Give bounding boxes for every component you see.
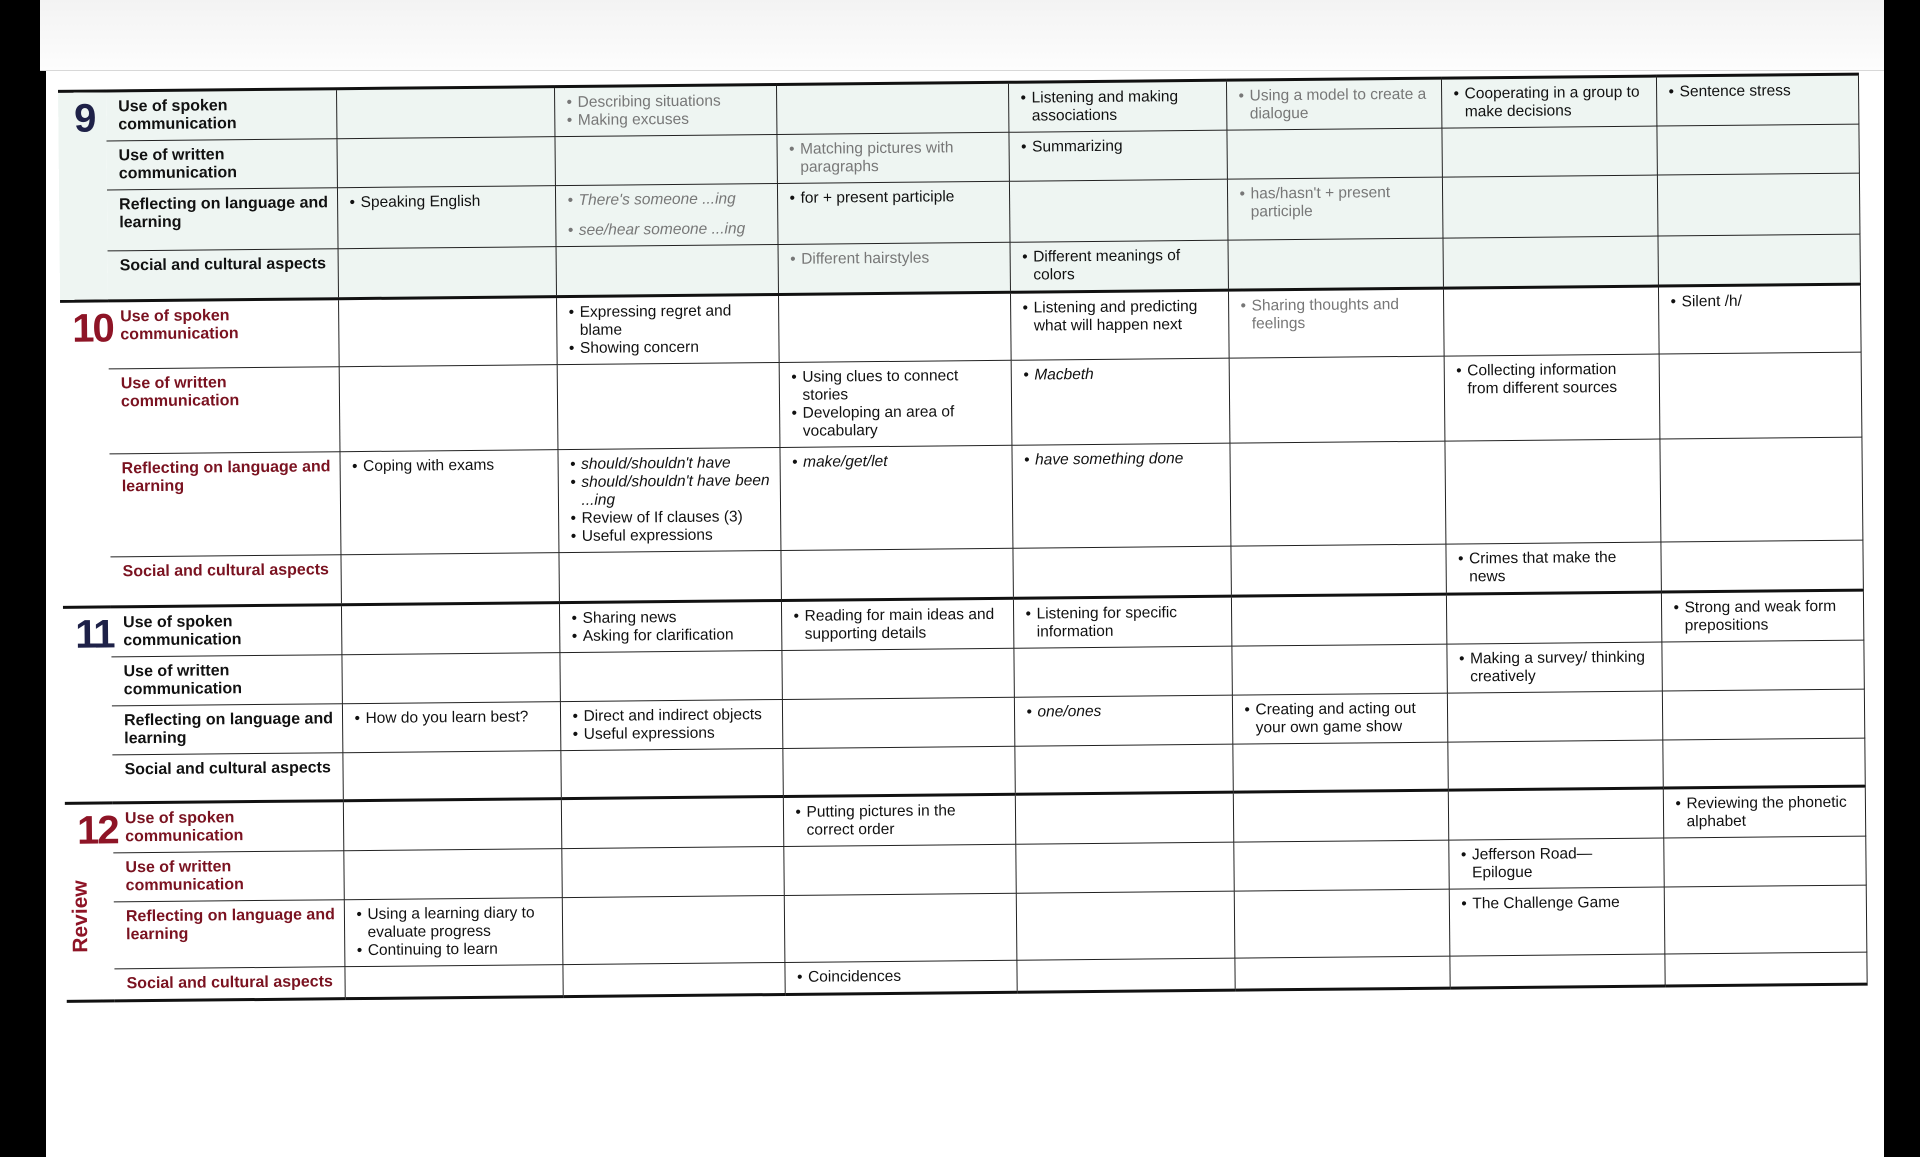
table-cell-item: • Silent /h/ [1671,292,1852,312]
table-cell-item: • Using a learning diary to evaluate progress [356,904,553,942]
table-cell-item: • Listening and predicting what will happen next [1023,298,1220,336]
cell [1226,128,1441,179]
cell [562,962,784,996]
category-written: Use of written communication [113,851,343,902]
cell [1015,842,1233,893]
table-cell-item: • Speaking English [350,192,547,212]
cell [554,85,776,137]
table-cell-item: • Developing an area of vocabulary [792,403,1003,441]
cell [1441,126,1656,177]
unit-number: 12 [76,808,118,853]
cell [1656,74,1858,126]
table-cell-item: • Collecting information from different sources [1456,361,1650,399]
table-cell-item: • has/hasn't + present participle [1239,184,1433,222]
cell [1661,640,1863,691]
cell [1443,286,1659,356]
table-cell-item: • see/hear someone ...ing [568,220,769,240]
cell [1657,234,1859,286]
cell [1015,792,1233,844]
table-cell-item: • Using a model to create a dialogue [1239,86,1433,124]
category-spoken: Use of spoken communication [108,299,339,369]
cell [338,247,556,299]
table-cell-item: • Showing concern [569,338,770,358]
table-cell-item: • Different meanings of colors [1022,247,1219,285]
cell [1010,290,1229,360]
cell [1016,891,1235,960]
cell [337,186,556,249]
table-cell-item: • Describing situations [567,92,768,112]
table-cell-item: • Creating and acting out your own game show [1244,700,1438,738]
cell [780,548,1012,600]
table-cell-item: • Making excuses [567,110,768,130]
cell [1441,76,1656,128]
photo-border-left [0,0,46,1157]
cell [340,553,558,605]
table-cell-item: • Reviewing the phonetic alphabet [1675,794,1856,832]
table-cell-item: • Different hairstyles [790,249,1001,269]
category-spoken: Use of spoken communication [111,605,341,657]
table-cell-item: • Useful expressions [571,526,772,546]
unit-number: 11 [75,612,114,657]
table-cell-item: • one/ones [1026,702,1223,722]
table-cell-item: • Making a survey/ thinking creatively [1459,649,1653,687]
cell [1663,836,1865,887]
table-cell-item: • Summarizing [1021,137,1218,157]
category-spoken: Use of spoken communication [113,801,343,853]
cell [1233,790,1448,842]
cell [556,245,778,297]
cell [1229,356,1445,443]
category-reflecting: Reflecting on language and learning [107,188,338,251]
cell [776,82,1008,134]
cell [1657,173,1860,236]
table-cell-item: • Sentence stress [1669,82,1850,102]
table-cell-item: • have something done [1024,450,1221,470]
table-cell-item: • for + present participle [789,188,1000,208]
table-cell-item: • Coping with exams [352,456,549,476]
cell [1226,78,1441,130]
cell [1442,236,1657,288]
cell [1659,352,1862,439]
category-social: Social and cultural aspects [108,249,338,301]
cell [1230,544,1445,596]
cell [1016,958,1234,992]
cell [1663,786,1865,838]
cell [779,445,1012,550]
syllabus-table [58,73,1867,1003]
cell [1012,546,1230,598]
table-cell-item: • Matching pictures with paragraphs [789,139,1000,177]
table-cell-item: • make/get/let [792,452,1003,472]
cell [1447,691,1662,742]
table-cell-item: • Sharing news [572,608,773,628]
cell [556,295,779,365]
cell [1234,889,1450,958]
table-cell-item: • Putting pictures in the correct order [795,802,1006,840]
cell [1664,952,1866,986]
cell [561,846,783,897]
cell [784,893,1017,962]
review-label: Review [68,880,93,953]
cell [1446,642,1661,693]
cell [1227,177,1443,240]
table-cell-item: • Expressing regret and blame [569,302,770,340]
cell [341,653,559,704]
cell [1008,130,1226,181]
cell [1010,240,1228,292]
cell [339,365,558,452]
cell [1442,175,1658,238]
cell [1231,594,1446,646]
page-top-edge [40,0,1890,71]
cell [1444,439,1660,544]
category-reflecting: Reflecting on language and learning [112,704,342,755]
cell [559,650,781,701]
cell [1449,887,1665,956]
cell [344,965,562,999]
table-cell-item: • Coincidences [797,967,1008,987]
cell [1008,80,1226,132]
cell [1229,441,1445,546]
table-cell-item: • should/shouldn't have been ...ing [570,472,771,510]
category-written: Use of written communication [106,139,336,190]
category-reflecting: Reflecting on language and learning [114,900,345,969]
cell [1658,284,1861,354]
cell [562,895,785,964]
table-cell-item: • Jefferson Road— Epilogue [1461,845,1655,883]
table-cell-item: • Useful expressions [573,724,774,744]
cell [776,132,1008,183]
table-cell-item: • Listening for specific information [1025,604,1222,642]
cell [782,697,1014,748]
category-social: Social and cultural aspects [110,555,340,607]
table-cell-item: • Using clues to connect stories [791,367,1002,405]
cell [1446,592,1661,644]
cell [554,135,776,186]
cell [1449,954,1664,988]
cell [779,360,1012,447]
cell [336,87,554,139]
cell [1660,540,1862,592]
cell [1014,695,1232,746]
cell [344,898,563,967]
cell [777,181,1010,244]
cell [555,184,778,247]
table-cell-item: • Sharing thoughts and feelings [1241,296,1435,334]
cell [1445,542,1660,594]
cell [343,799,561,851]
table-cell-item: • Review of If clauses (3) [571,508,772,528]
cell [339,450,558,555]
cell [1448,838,1663,889]
syllabus-page [48,72,1894,1120]
unit-number: 10 [72,306,114,351]
cell [558,550,780,602]
cell [1232,742,1447,792]
cell [782,746,1014,796]
cell [1661,590,1863,642]
cell [784,960,1016,994]
cell [1662,689,1864,740]
cell [1447,740,1662,790]
unit-9-label [58,91,108,301]
table-cell-item: • The Challenge Game [1461,894,1655,914]
cell [557,447,780,552]
cell [1228,288,1444,358]
unit-12-label [65,803,118,1001]
cell [1227,238,1442,290]
cell [1014,744,1232,794]
cell [778,292,1011,362]
category-reflecting: Reflecting on language and learning [109,452,340,557]
cell [1013,596,1231,648]
cell [338,297,557,367]
table-cell-item: • There's someone ...ing [568,190,769,210]
cell [1444,354,1660,441]
category-social: Social and cultural aspects [112,753,342,803]
cell [1659,437,1862,542]
cell [1232,693,1447,744]
cell [1234,956,1449,990]
cell [1448,788,1663,840]
table-cell-item: • Direct and indirect objects [572,706,773,726]
unit-number: 9 [73,96,95,141]
cell [559,600,781,652]
cell [1656,124,1858,175]
table-cell-item: • Crimes that make the news [1458,549,1652,587]
photo-border-right [1884,0,1920,1157]
cell [783,794,1015,846]
cell [341,603,559,655]
cell [778,242,1010,294]
cell [1013,646,1231,697]
unit-10-label [60,301,114,607]
category-spoken: Use of spoken communication [106,89,336,141]
cell [1231,644,1446,695]
cell [560,748,782,798]
category-written: Use of written communication [109,367,340,454]
category-social: Social and cultural aspects [114,967,344,1001]
table-cell-item: • Asking for clarification [572,626,773,646]
cell [1233,840,1448,891]
table-cell-item: • Strong and weak form prepositions [1673,598,1854,636]
table-cell-item: • Reading for main ideas and supporting details [794,606,1005,644]
cell [557,362,780,449]
cell [1662,738,1864,788]
category-written: Use of written communication [111,655,341,706]
unit-10-row-reflecting [61,437,1862,557]
cell [781,648,1013,699]
cell [561,796,783,848]
cell [560,699,782,750]
cell [336,137,554,188]
table-cell-item: • Continuing to learn [357,940,554,960]
unit-11-label [63,607,113,803]
cell [1009,179,1228,242]
cell [342,702,560,753]
table-cell-item: • Macbeth [1023,365,1220,385]
cell [343,849,561,900]
table-cell-item: • How do you learn best? [354,708,551,728]
table-cell-item: • Cooperating in a group to make decisions [1454,84,1648,122]
cell [1011,443,1230,548]
table-cell-item: • should/shouldn't have [570,454,771,474]
cell [1664,885,1867,954]
cell [342,751,560,801]
cell [781,598,1013,650]
cell [1011,358,1230,445]
table-cell-item: • Listening and making associations [1021,88,1218,126]
cell [783,844,1015,895]
